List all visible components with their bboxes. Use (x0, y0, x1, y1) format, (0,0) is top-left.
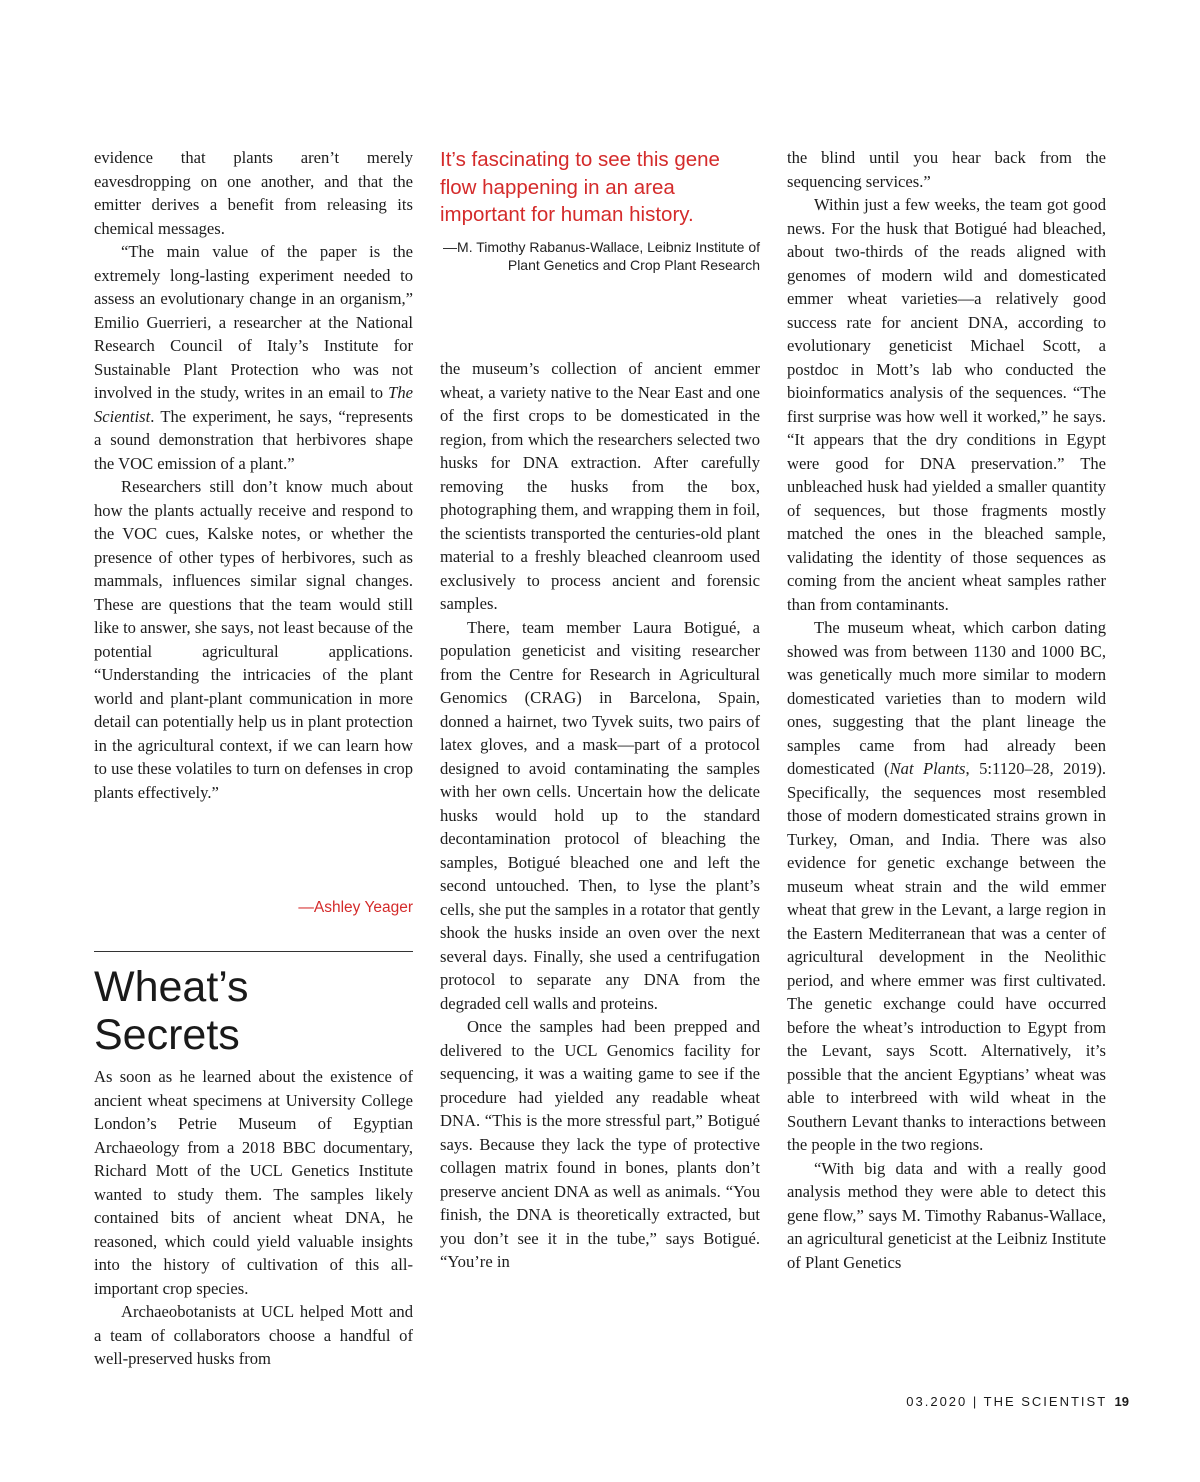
headline-line: Wheat’s (94, 963, 249, 1011)
pull-quote-attribution: —M. Timothy Rabanus-Wallace, Leibniz Institute of Plant Genetics and Crop Plant Research (443, 238, 760, 273)
body-paragraph: “With big data and with a really good analysis method they were able to detect this gene flow,” says M. Timothy Rabanus-Wallace, an agricultural geneticist at the Leibniz Institute of Plant Genetics (787, 1158, 1106, 1272)
quote-text: “The main value of the paper is the extremely long-lasting experiment needed to assess an evolutionary change in an organism,” Emilio Guerrieri, a researcher at the National Research Council of Italy’s Institute for Sustainable Plant Protection who was not involved in the study, writes in an email to (94, 242, 413, 402)
article-byline: —Ashley Yeager (298, 899, 413, 916)
body-paragraph: Within just a few weeks, the team got good news. For the husk that Botigué had bleached, about two-thirds of the reads aligned with genomes of modern wild and domesticated emmer wheat varieties—a relatively good success rate for ancient DNA, according to evolutionary geneticist Michael Scott, a postdoc in Mott’s lab who conducted the bioinformatics analysis of the sequences. “The first surprise was how well it worked,” he says. “It appears that the dry conditions in Egypt were good for DNA preservation.” The unbleached husk had yielded a smaller quantity of sequences, but those fragments mostly matched the ones in the bleached sample, validating the identity of those sequences as coming from the ancient wheat samples rather than from contaminants. (787, 195, 1106, 614)
column-left-lower (94, 1065, 413, 1371)
body-paragraph: Once the samples had been prepped and delivered to the UCL Genomics facility for sequencing, it was a waiting game to see if the procedure had yielded any readable wheat DNA. “This is the more stressful part,” Botigué says. Because they lack the type of protective collagen matrix found in bones, plants don’t preserve ancient DNA as well as animals. “You finish, the DNA is theoretically extracted, but you don’t see it in the tube,” says Botigué. “You’re in (440, 1017, 760, 1271)
column-middle (440, 357, 760, 1274)
body-paragraph: There, team member Laura Botigué, a population geneticist and visiting researcher from the Centre for Research in Agricultural Genomics (CRAG) in Barcelona, Spain, donned a hairnet, two Tyvek suits, two pairs of latex gloves, and a mask—part of a protocol designed to avoid contaminating the samples with her own cells. Uncertain how the delicate husks would hold up to the standard decontamination protocol of bleaching the samples, Botigué bleached one and left the second untouched. Then, to lyse the plant’s cells, she put the samples in a rotator that gently shook the husks inside an oven over the next several days. Finally, she used a centrifugation protocol to separate any DNA from the degraded cell walls and proteins. (440, 617, 760, 1013)
article-headline (94, 963, 413, 1059)
body-paragraph: evidence that plants aren’t merely eavesdropping on one another, and that the emitter derives a benefit from releasing its chemical messages. (94, 148, 413, 238)
body-text-cont: , 5:1120–28, 2019). Specifically, the sequences most resembled those of modern domesticated strains grown in Turkey, Oman, and India. There was also evidence for genetic exchange between the museum wheat strain and the wild emmer wheat that grew in the Levant, a large region in the Eastern Mediterranean that was a center of agricultural development in the Neolithic period, and where emmer was first cultivated. The genetic exchange could have occurred before the wheat’s introduction to Egypt from the Levant, says Scott. Alternatively, it’s possible that the ancient Egyptians’ wheat was able to interbreed with wild wheat in the Southern Levant thanks to interactions between the people in the two regions. (787, 759, 1106, 1154)
body-paragraph: the museum’s collection of ancient emmer wheat, a variety native to the Near East and one of the first crops to be domesticated in the region, from which the researchers selected two husks for DNA extraction. After carefully removing the husks from the box, photographing them, and wrapping them in foil, the scientists transported the centuries-old plant material to a freshly bleached cleanroom used exclusively to process ancient and forensic samples. (440, 359, 760, 613)
pull-quote-block (440, 146, 760, 274)
body-paragraph: Researchers still don’t know much about how the plants actually receive and respond to the VOC cues, Kalske notes, or whether the presence of other types of herbivores, such as mammals, influences similar signal changes. These are questions that the team would still like to answer, she says, not least because of the potential agricultural applications. “Understanding the intricacies of the plant world and plant-plant communication in more detail can potentially help us in plant protection in the agricultural context, if we can learn how to use these volatiles to turn on defenses in crop plants effectively.” (94, 477, 413, 802)
column-right (787, 146, 1106, 1274)
body-paragraph: As soon as he learned about the existence of ancient wheat specimens at University College London’s Petrie Museum of Egyptian Archaeology from a 2018 BBC documentary, Richard Mott of the UCL Genetics Institute wanted to study them. The samples likely contained bits of ancient wheat DNA, he reasoned, which could yield valuable insights into the history of cultivation of this all-important crop species. (94, 1067, 413, 1298)
journal-name: Nat Plants (889, 759, 966, 778)
body-paragraph (787, 616, 1106, 1157)
body-paragraph (94, 240, 413, 475)
issue-label: 03.2020 | THE SCIENTIST (906, 1394, 1107, 1409)
body-paragraph: Archaeobotanists at UCL helped Mott and a team of collaborators choose a handful of well-preserved husks from (94, 1302, 413, 1368)
pull-quote: It’s fascinating to see this gene flow happening in an area important for human history. (440, 148, 720, 226)
section-divider (94, 951, 413, 952)
body-text: The museum wheat, which carbon dating showed was from between 1130 and 1000 BC, was genetically much more similar to modern domesticated varieties than to modern wild ones, suggesting that the plant lineage the samples came from had already been domesticated ( (787, 618, 1106, 778)
body-paragraph: the blind until you hear back from the sequencing services.” (787, 148, 1106, 191)
column-left (94, 146, 413, 804)
publication-name: The Scientist (94, 383, 413, 426)
headline-line: Secrets (94, 1011, 240, 1059)
page-footer (906, 1394, 1129, 1409)
quote-text-cont: . The experiment, he says, “represents a sound demonstration that herbivores shape the VOC emission of a plant.” (94, 406, 413, 473)
page-number: 19 (1114, 1394, 1129, 1409)
